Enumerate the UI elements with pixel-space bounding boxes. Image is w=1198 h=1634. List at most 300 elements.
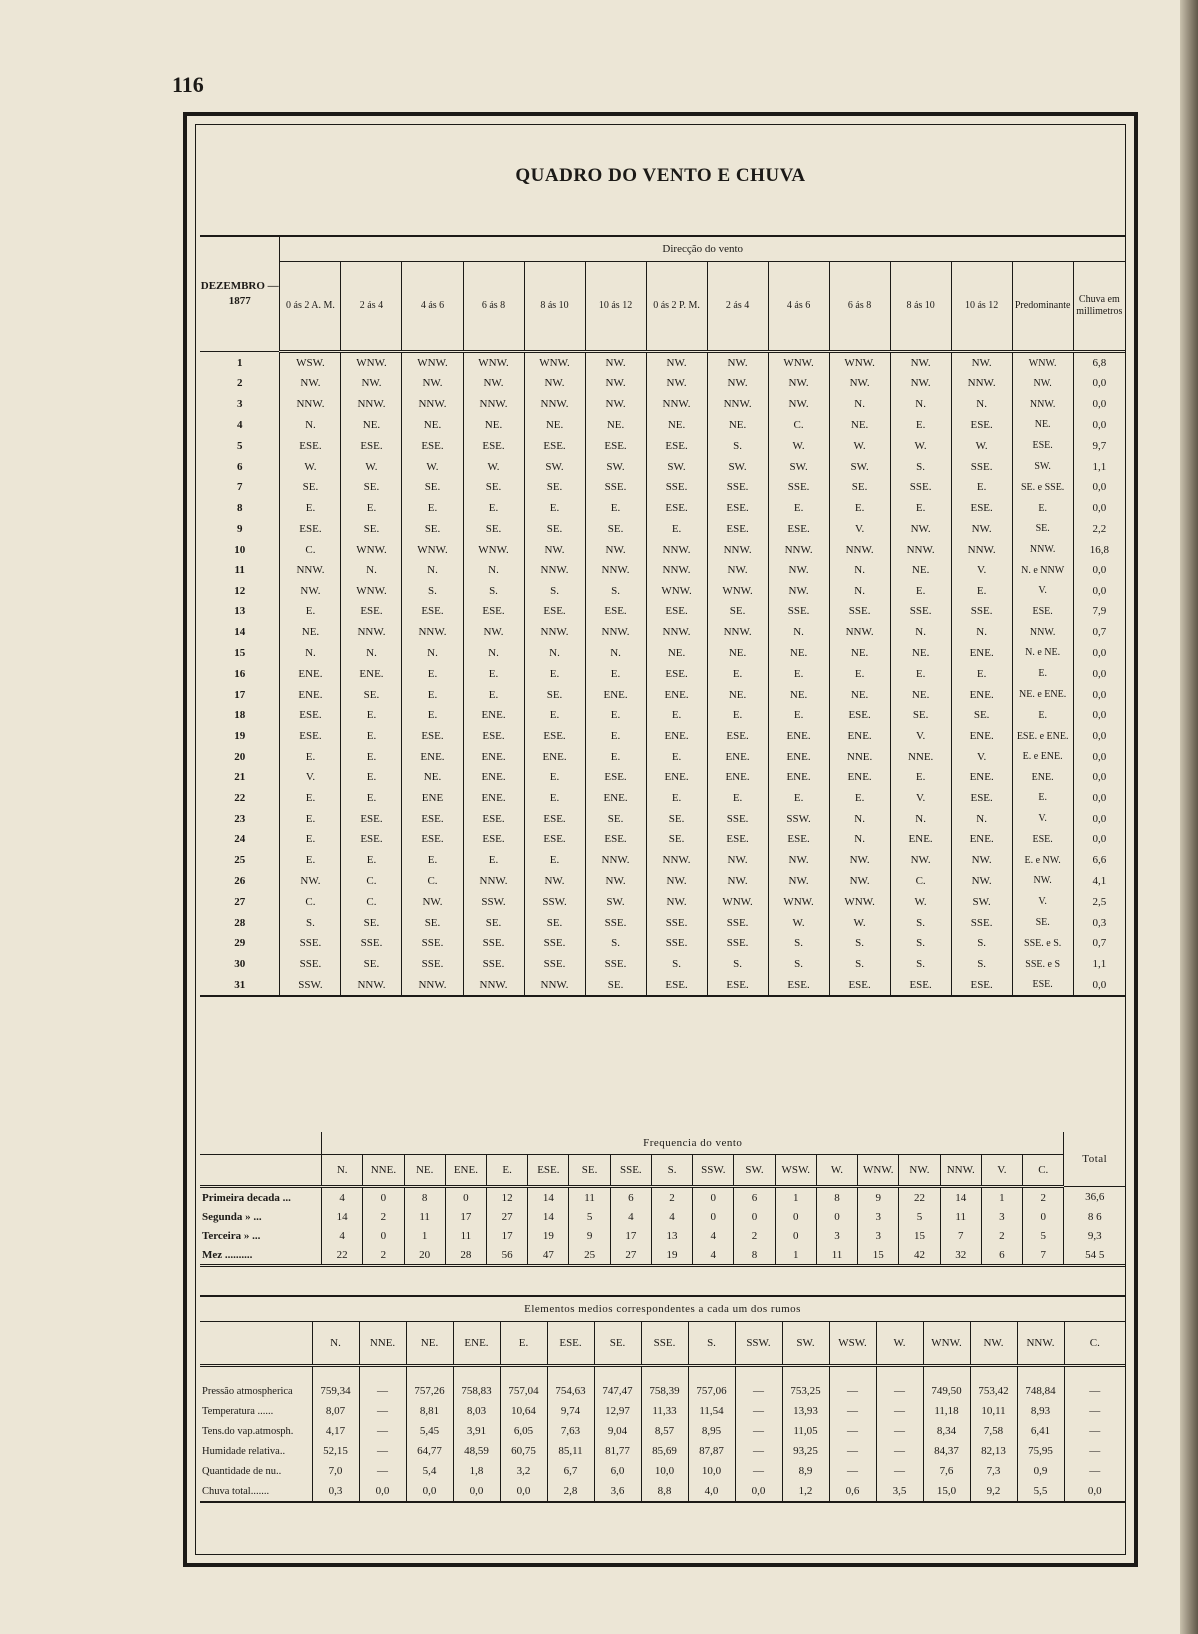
table-cell: NW.: [463, 622, 524, 643]
table-cell: NE.: [707, 684, 768, 705]
frequency-cell: 12: [487, 1187, 528, 1208]
table-cell: NW.: [890, 352, 951, 374]
table-cell: E.: [1012, 705, 1073, 726]
table-cell: S.: [707, 435, 768, 456]
frequency-corner: [200, 1132, 322, 1155]
table-cell: N.: [951, 622, 1012, 643]
table-cell: NW.: [524, 539, 585, 560]
table-cell: E.: [524, 498, 585, 519]
table-cell: ESE.: [951, 787, 1012, 808]
frequency-cell: 32: [940, 1245, 981, 1266]
table-cell: NNW.: [585, 850, 646, 871]
table-cell: ESE.: [1012, 601, 1073, 622]
frequency-cell: 9: [569, 1226, 610, 1245]
table-cell: N.: [829, 808, 890, 829]
mean-elements-table: [200, 1295, 1125, 1503]
table-cell: SE.: [585, 975, 646, 997]
table-cell: SSE.: [524, 954, 585, 975]
table-cell: C.: [341, 871, 402, 892]
table-cell: ENE.: [280, 663, 341, 684]
table-cell: ENE.: [768, 747, 829, 768]
frequency-cell: 2: [981, 1226, 1022, 1245]
table-cell: ESE.: [341, 808, 402, 829]
table-cell: NE.: [280, 622, 341, 643]
table-cell: W.: [463, 456, 524, 477]
table-row: [200, 850, 1125, 871]
frequency-cell: 0: [693, 1207, 734, 1226]
table-cell: NNW.: [707, 622, 768, 643]
table-cell: E. e ENE.: [1012, 747, 1073, 768]
table-cell: 0,0: [1092, 398, 1107, 411]
wind-direction-table: [200, 235, 1125, 997]
elements-row-label: Temperatura ......: [200, 1401, 312, 1421]
day-cell: 10: [200, 539, 280, 560]
day-cell: 27: [200, 891, 280, 912]
elements-cell: —: [1089, 1425, 1101, 1437]
frequency-column-header: N.: [322, 1155, 363, 1187]
table-row: [200, 643, 1125, 664]
table-cell: NNW.: [341, 975, 402, 997]
table-cell: WNW.: [463, 352, 524, 374]
frequency-cell: 17: [487, 1226, 528, 1245]
table-cell: SW.: [524, 456, 585, 477]
table-cell: ENE.: [585, 787, 646, 808]
frequency-cell: 9: [858, 1187, 899, 1208]
table-cell: WNW.: [524, 352, 585, 374]
table-cell: NW.: [402, 891, 463, 912]
day-cell: 31: [200, 975, 280, 997]
frequency-cell: 11: [569, 1187, 610, 1208]
table-cell: E.: [524, 850, 585, 871]
table-cell: SE.: [463, 519, 524, 540]
table-cell: NNW.: [463, 975, 524, 997]
table-cell: W.: [890, 435, 951, 456]
table-cell: NW.: [890, 850, 951, 871]
table-cell: NNW.: [585, 622, 646, 643]
table-cell: SW.: [646, 456, 707, 477]
table-cell: C.: [280, 539, 341, 560]
day-cell: 26: [200, 871, 280, 892]
table-cell: SE.: [463, 912, 524, 933]
table-cell: E.: [402, 498, 463, 519]
table-cell: ENE.: [646, 684, 707, 705]
elements-cell: 15,0: [923, 1481, 970, 1502]
table-cell: S.: [402, 580, 463, 601]
table-cell: N. e NE.: [1012, 643, 1073, 664]
day-cell: 25: [200, 850, 280, 871]
table-cell: S.: [890, 933, 951, 954]
table-cell: ESE.: [524, 829, 585, 850]
frequency-cell: 8: [816, 1187, 857, 1208]
table-cell: NE.: [402, 767, 463, 787]
elements-cell: 0,9: [1017, 1461, 1064, 1481]
elements-cell: 64,77: [406, 1441, 453, 1461]
elements-row: [200, 1366, 1125, 1402]
frequency-cell: 3: [858, 1207, 899, 1226]
frequency-column-header: NE.: [404, 1155, 445, 1187]
day-cell: 3: [200, 394, 280, 415]
table-cell: E.: [646, 519, 707, 540]
elements-cell: —: [359, 1401, 406, 1421]
table-cell: ENE.: [951, 643, 1012, 664]
table-cell: S.: [280, 912, 341, 933]
table-cell: E.: [280, 808, 341, 829]
table-cell: WNW.: [402, 539, 463, 560]
table-cell: NE.: [829, 415, 890, 436]
table-cell: WNW.: [341, 580, 402, 601]
table-cell: ESE.: [768, 519, 829, 540]
frequency-cell: 14: [528, 1207, 569, 1226]
frequency-column-header: SW.: [734, 1155, 775, 1187]
column-header: Chuva em millimetros: [1073, 262, 1125, 352]
table-cell: N.: [829, 394, 890, 415]
frequency-cell: 11: [940, 1207, 981, 1226]
elements-cell: 87,87: [688, 1441, 735, 1461]
table-cell: E.: [707, 787, 768, 808]
table-cell: WNW.: [829, 891, 890, 912]
table-cell: S.: [463, 580, 524, 601]
frequency-cell: 8: [734, 1245, 775, 1266]
elements-cell: —: [1089, 1465, 1101, 1477]
day-cell: 9: [200, 519, 280, 540]
frequency-cell: 27: [487, 1207, 528, 1226]
table-cell: N.: [463, 643, 524, 664]
table-cell: S.: [707, 954, 768, 975]
table-cell: W.: [951, 435, 1012, 456]
elements-column-header: C.: [1064, 1322, 1125, 1366]
table-cell: SSE.: [646, 912, 707, 933]
elements-column-header: W.: [876, 1322, 923, 1366]
column-header: 8 ás 10: [890, 262, 951, 352]
table-cell: E.: [829, 787, 890, 808]
elements-cell: 758,83: [453, 1366, 500, 1402]
table-cell: W.: [768, 912, 829, 933]
table-cell: E.: [341, 705, 402, 726]
elements-column-header: N.: [312, 1322, 359, 1366]
table-cell: NE.: [890, 560, 951, 580]
table-cell: SSE.: [524, 933, 585, 954]
elements-cell: 11,18: [923, 1401, 970, 1421]
table-cell: ESE.: [402, 601, 463, 622]
table-cell: E.: [890, 580, 951, 601]
table-cell: ESE.: [280, 726, 341, 747]
day-cell: 14: [200, 622, 280, 643]
table-cell: NW.: [768, 850, 829, 871]
table-cell: ESE.: [585, 767, 646, 787]
table-cell: ENE.: [768, 726, 829, 747]
table-cell: E.: [768, 498, 829, 519]
table-row: [200, 767, 1125, 787]
table-cell: SSE.: [890, 601, 951, 622]
table-cell: SSE.: [646, 933, 707, 954]
table-row: [200, 352, 1125, 374]
frequency-cell: 11: [445, 1226, 486, 1245]
table-cell: E.: [402, 663, 463, 684]
column-header: 4 ás 6: [402, 262, 463, 352]
elements-cell: 9,2: [970, 1481, 1017, 1502]
table-cell: SSE.: [280, 933, 341, 954]
elements-column-header: S.: [688, 1322, 735, 1366]
day-cell: 5: [200, 435, 280, 456]
elements-cell: 0,0: [453, 1481, 500, 1502]
elements-corner: [200, 1322, 312, 1366]
elements-row: [200, 1461, 1125, 1481]
elements-column-header: WNW.: [923, 1322, 970, 1366]
table-cell: NW.: [951, 352, 1012, 374]
table-row: [200, 726, 1125, 747]
frequency-cell: 0: [734, 1207, 775, 1226]
table-row: [200, 477, 1125, 498]
day-cell: 20: [200, 747, 280, 768]
elements-cell: 60,75: [500, 1441, 547, 1461]
table-cell: 0,0: [1092, 812, 1107, 825]
table-cell: 0,0: [1092, 646, 1107, 659]
table-cell: N.: [951, 808, 1012, 829]
elements-column-header: NNW.: [1017, 1322, 1064, 1366]
elements-cell: 8,9: [782, 1461, 829, 1481]
column-header: 8 ás 10: [524, 262, 585, 352]
elements-cell: 8,03: [453, 1401, 500, 1421]
table-cell: E.: [341, 767, 402, 787]
table-row: [200, 456, 1125, 477]
table-cell: N.: [585, 643, 646, 664]
table-cell: V.: [890, 726, 951, 747]
elements-cell: 0,0: [500, 1481, 547, 1502]
table-cell: NW.: [1012, 871, 1073, 892]
elements-cell: 753,25: [782, 1366, 829, 1402]
table-frame-inner: [195, 124, 1126, 1555]
table-cell: N.: [768, 622, 829, 643]
table-cell: 0,0: [1092, 688, 1107, 701]
table-cell: WNW.: [402, 352, 463, 374]
frequency-cell: 0: [775, 1226, 816, 1245]
day-cell: 13: [200, 601, 280, 622]
table-row: [200, 975, 1125, 997]
table-cell: ESE.: [341, 601, 402, 622]
elements-cell: 81,77: [594, 1441, 641, 1461]
frequency-cell: 54 5: [1064, 1245, 1125, 1266]
frequency-cell: 2: [363, 1207, 404, 1226]
table-cell: SSE.: [463, 933, 524, 954]
frequency-column-header: C.: [1023, 1155, 1064, 1187]
table-cell: W.: [280, 456, 341, 477]
table-cell: WNW.: [341, 539, 402, 560]
elements-cell: 6,7: [547, 1461, 594, 1481]
table-cell: ESE.: [463, 726, 524, 747]
elements-cell: 8,8: [641, 1481, 688, 1502]
table-cell: NE.: [707, 643, 768, 664]
table-cell: E.: [1012, 498, 1073, 519]
table-cell: WNW.: [707, 891, 768, 912]
day-cell: 12: [200, 580, 280, 601]
table-cell: E.: [341, 747, 402, 768]
table-cell: E.: [829, 498, 890, 519]
elements-cell: —: [876, 1366, 923, 1402]
table-cell: SSW.: [524, 891, 585, 912]
table-cell: W.: [341, 456, 402, 477]
table-cell: NNW.: [463, 871, 524, 892]
frequency-cell: 4: [693, 1245, 734, 1266]
table-cell: ENE.: [829, 767, 890, 787]
frequency-row-label: Mez ..........: [200, 1245, 322, 1266]
frequency-cell: 3: [858, 1226, 899, 1245]
table-cell: E.: [1012, 663, 1073, 684]
table-row: [200, 747, 1125, 768]
table-cell: E.: [890, 415, 951, 436]
table-cell: SSW.: [768, 808, 829, 829]
day-cell: 4: [200, 415, 280, 436]
elements-cell: 8,34: [923, 1421, 970, 1441]
table-cell: NW.: [829, 373, 890, 394]
table-cell: NE.: [829, 643, 890, 664]
table-cell: ENE.: [463, 747, 524, 768]
table-cell: SSE.: [707, 912, 768, 933]
column-header: 4 ás 6: [768, 262, 829, 352]
table-cell: NW.: [280, 580, 341, 601]
elements-cell: 5,4: [406, 1461, 453, 1481]
table-cell: ESE.: [646, 663, 707, 684]
table-cell: 2,2: [1092, 522, 1107, 535]
column-header: 2 ás 4: [341, 262, 402, 352]
table-cell: 1,1: [1092, 460, 1107, 473]
table-cell: ENE.: [646, 726, 707, 747]
table-cell: E. e NW.: [1012, 850, 1073, 871]
frequency-cell: 4: [322, 1187, 363, 1208]
table-cell: NW.: [463, 373, 524, 394]
table-cell: NE.: [646, 415, 707, 436]
table-cell: SSE.: [585, 954, 646, 975]
table-row: [200, 519, 1125, 540]
day-cell: 16: [200, 663, 280, 684]
table-cell: SSE.: [951, 601, 1012, 622]
table-cell: WSW.: [280, 352, 341, 374]
elements-cell: —: [735, 1401, 782, 1421]
frequency-column-header: WNW.: [858, 1155, 899, 1187]
frequency-column-header: SSE.: [610, 1155, 651, 1187]
table-cell: ESE.: [707, 975, 768, 997]
table-cell: E.: [646, 705, 707, 726]
table-cell: NNW.: [646, 622, 707, 643]
frequency-cell: 0: [445, 1187, 486, 1208]
table-cell: 7,9: [1092, 605, 1107, 618]
table-cell: 0,7: [1092, 937, 1107, 950]
elements-cell: 3,6: [594, 1481, 641, 1502]
table-cell: WNW.: [768, 352, 829, 374]
elements-cell: —: [359, 1461, 406, 1481]
table-cell: ESE.: [463, 808, 524, 829]
table-cell: WNW.: [341, 352, 402, 374]
table-cell: SE.: [280, 477, 341, 498]
elements-cell: 48,59: [453, 1441, 500, 1461]
table-cell: E.: [585, 747, 646, 768]
table-cell: 0,0: [1092, 791, 1107, 804]
table-cell: NW.: [707, 373, 768, 394]
elements-cell: 1,2: [782, 1481, 829, 1502]
table-row: [200, 684, 1125, 705]
table-cell: NNW.: [524, 394, 585, 415]
table-cell: NE.: [829, 684, 890, 705]
frequency-column-header: NW.: [899, 1155, 940, 1187]
table-cell: NNW.: [341, 394, 402, 415]
table-cell: NW.: [951, 850, 1012, 871]
elements-cell: 759,34: [312, 1366, 359, 1402]
table-cell: 0,0: [1092, 418, 1107, 431]
table-cell: ESE.: [646, 601, 707, 622]
table-cell: NE.: [707, 415, 768, 436]
table-cell: S.: [585, 580, 646, 601]
table-cell: SW.: [585, 891, 646, 912]
frequency-column-header: W.: [816, 1155, 857, 1187]
elements-cell: 747,47: [594, 1366, 641, 1402]
frequency-column-header: SE.: [569, 1155, 610, 1187]
page-number: 116: [172, 72, 204, 97]
table-cell: N.: [890, 394, 951, 415]
table-cell: SE. e SSE.: [1012, 477, 1073, 498]
elements-cell: 75,95: [1017, 1441, 1064, 1461]
table-cell: NW.: [768, 394, 829, 415]
elements-cell: 8,93: [1017, 1401, 1064, 1421]
table-cell: SE.: [585, 808, 646, 829]
elements-cell: —: [735, 1441, 782, 1461]
table-cell: SW.: [951, 891, 1012, 912]
table-cell: NNW.: [524, 975, 585, 997]
elements-cell: —: [829, 1441, 876, 1461]
table-cell: ESE.: [402, 829, 463, 850]
frequency-cell: 0: [775, 1207, 816, 1226]
table-cell: WNW.: [829, 352, 890, 374]
table-cell: C.: [768, 415, 829, 436]
day-cell: 18: [200, 705, 280, 726]
table-cell: 0,0: [1092, 730, 1107, 743]
table-cell: SSE.: [585, 477, 646, 498]
table-cell: SE.: [890, 705, 951, 726]
table-row: [200, 705, 1125, 726]
table-cell: NW.: [707, 352, 768, 374]
table-cell: S.: [768, 933, 829, 954]
table-cell: ESE.: [585, 435, 646, 456]
elements-column-header: E.: [500, 1322, 547, 1366]
table-cell: ENE.: [707, 767, 768, 787]
frequency-caption: Frequencia do vento: [322, 1132, 1064, 1155]
table-cell: SSE.: [951, 912, 1012, 933]
table-cell: WNW.: [1012, 352, 1073, 374]
table-cell: E.: [890, 663, 951, 684]
frequency-cell: 15: [899, 1226, 940, 1245]
elements-cell: —: [735, 1461, 782, 1481]
table-cell: NW.: [585, 394, 646, 415]
table-cell: SSE.: [402, 933, 463, 954]
table-cell: 0,0: [1092, 833, 1107, 846]
day-cell: 24: [200, 829, 280, 850]
elements-cell: 6,41: [1017, 1421, 1064, 1441]
table-cell: ESE.: [463, 435, 524, 456]
table-cell: SE.: [402, 519, 463, 540]
elements-cell: 8,95: [688, 1421, 735, 1441]
table-row: [200, 435, 1125, 456]
elements-cell: 753,42: [970, 1366, 1017, 1402]
elements-cell: 7,0: [312, 1461, 359, 1481]
frequency-cell: 11: [816, 1245, 857, 1266]
table-cell: NW.: [524, 373, 585, 394]
elements-cell: 0,3: [312, 1481, 359, 1502]
frequency-cell: 4: [693, 1226, 734, 1245]
table-row: [200, 954, 1125, 975]
table-cell: SE.: [341, 684, 402, 705]
column-header: 0 ás 2 A. M.: [280, 262, 341, 352]
elements-cell: 6,05: [500, 1421, 547, 1441]
table-cell: N.: [341, 643, 402, 664]
table-cell: V.: [951, 747, 1012, 768]
